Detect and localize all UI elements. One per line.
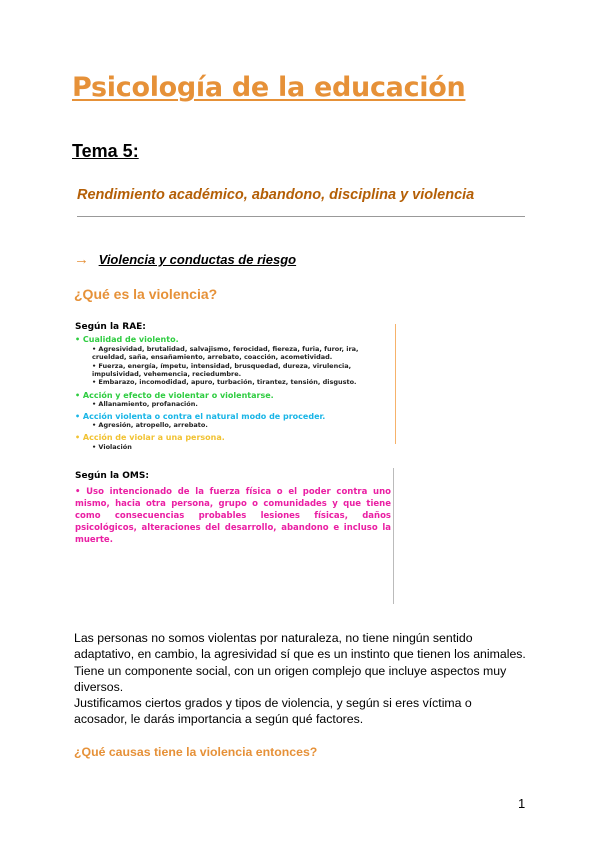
rae-item-1-sub-3-text: Embarazo, incomodidad, apuro, turbación, tirantez, tensión, disgusto. (98, 378, 357, 386)
definitions-image (70, 318, 396, 608)
page-number: 1 (518, 796, 526, 811)
rae-item-1-sub-2: • Fuerza, energía, ímpetu, intensidad, brusquedad, dureza, virulencia, impulsividad, vehemencia, reciedumbre. (92, 362, 352, 378)
rae-item-2-label: Acción y efecto de violentar o violentarse. (82, 391, 274, 400)
rae-item-1: • Cualidad de violento. (75, 335, 179, 344)
rae-header: Según la RAE: (75, 322, 146, 332)
question-heading-2: ¿Qué causas tiene la violencia entonces? (74, 745, 318, 759)
rae-item-1-sub-2-text: Fuerza, energía, ímpetu, intensidad, brusquedad, dureza, virulencia, impulsividad, vehemencia, reciedumbre. (92, 362, 352, 378)
body-paragraphs (74, 630, 526, 728)
image-border-right (395, 324, 396, 444)
paragraph-1: Las personas no somos violentas por naturaleza, no tiene ningún sentido adaptativo, en cambio, la agresividad sí que es un instinto que tienen los animales. (74, 631, 526, 662)
image-border-right-lower (393, 468, 394, 604)
paragraph-2: Tiene un componente social, con un origen complejo que incluye aspectos muy diversos. (74, 663, 507, 694)
question-heading-1: ¿Qué es la violencia? (74, 286, 218, 302)
rae-item-3: • Acción violenta o contra el natural modo de proceder. (75, 412, 326, 421)
rae-item-1-label: Cualidad de violento. (82, 335, 179, 344)
tema-heading: Tema 5: (72, 141, 139, 161)
rae-item-4-label: Acción de violar a una persona. (82, 433, 225, 442)
document-title: Psicología de la educación (72, 72, 466, 103)
arrow-right-icon: → (74, 251, 89, 268)
horizontal-divider (77, 216, 525, 217)
oms-definition-text: Uso intencionado de la fuerza física o el poder contra uno mismo, hacia otra persona, grupo o comunidades y que tiene como consecuencias probables lesiones físicas, daños psicológicos, alteraciones del desarrollo, abandono e incluso la muerte. (75, 487, 391, 545)
rae-item-1-sub-1-text: Agresividad, brutalidad, salvajismo, ferocidad, fiereza, furia, furor, ira, crueldad, saña, ensañamiento, arrebato, coacción, acometividad. (92, 345, 359, 361)
oms-definition: • Uso intencionado de la fuerza física o el poder contra uno mismo, hacia otra persona, grupo o comunidades y que tiene como consecuencias probables lesiones físicas, daños psicológicos, alteraciones del desarrollo, abandono e incluso la muerte. (75, 487, 391, 545)
rae-item-3-sub-1-text: Agresión, atropello, arrebato. (98, 421, 208, 429)
rae-item-2-sub-1: • Allanamiento, profanación. (92, 400, 198, 408)
rae-item-3-label: Acción violenta o contra el natural modo de proceder. (82, 412, 326, 421)
oms-header: Según la OMS: (75, 471, 149, 481)
rae-item-3-sub-1: • Agresión, atropello, arrebato. (92, 421, 208, 429)
rae-item-2: • Acción y efecto de violentar o violentarse. (75, 391, 274, 400)
paragraph-3: Justificamos ciertos grados y tipos de violencia, y según si eres víctima o acosador, le darás importancia a según qué factores. (74, 696, 472, 727)
rae-item-2-sub-1-text: Allanamiento, profanación. (98, 400, 198, 408)
rae-item-1-sub-1: • Agresividad, brutalidad, salvajismo, ferocidad, fiereza, furia, furor, ira, crueldad, saña, ensañamiento, arrebato, coacción, acometividad. (92, 345, 359, 361)
rae-item-4-sub-1-text: Violación (98, 443, 132, 451)
rae-item-1-sub-3: • Embarazo, incomodidad, apuro, turbación, tirantez, tensión, disgusto. (92, 378, 357, 386)
section-label: Violencia y conductas de riesgo (98, 252, 297, 267)
rae-item-4-sub-1: • Violación (92, 443, 132, 451)
rae-item-4: • Acción de violar a una persona. (75, 433, 225, 442)
section-heading (74, 251, 296, 268)
tema-subtitle: Rendimiento académico, abandono, disciplina y violencia (77, 187, 475, 203)
